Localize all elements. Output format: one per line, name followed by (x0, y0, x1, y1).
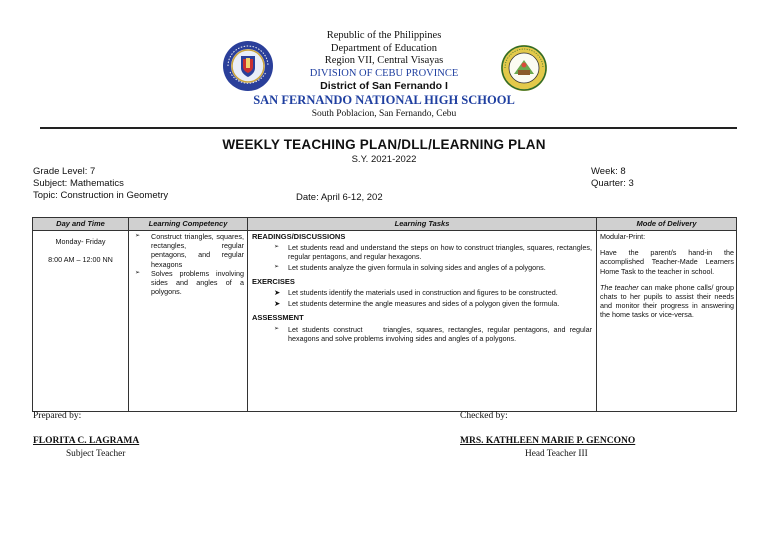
list-item: ➢ Let students construct triangles, squares, rectangles, regular pentagons, and regular hexagons and solve problems involving sides and angles of a polygons. (274, 324, 594, 343)
mode-type: Modular-Print: (600, 232, 646, 241)
quarter: Quarter: 3 (591, 178, 634, 189)
republic-line: Republic of the Philippines (326, 30, 442, 41)
checker-role: Head Teacher III (525, 449, 588, 459)
grade-level: Grade Level: 7 (33, 166, 96, 177)
list-item: ➢ Let students read and understand the steps on how to construct triangles, squares, rectangles, regular pentagons, and regular hexagons. (274, 243, 592, 262)
time-range: 8:00 AM – 12:00 NN (48, 255, 113, 265)
date: Date: April 6-12, 202 (296, 192, 383, 203)
school-name: SAN FERNANDO NATIONAL HIGH SCHOOL (253, 92, 515, 107)
letterhead (0, 30, 768, 121)
section-heading: EXERCISES (252, 276, 295, 286)
list-item: ➤ Let students identify the materials used in construction and figures to be constructed. (274, 288, 558, 298)
preparer-name: FLORITA C. LAGRAMA (33, 436, 140, 446)
school-year: S.Y. 2021-2022 (351, 154, 417, 165)
list-item: ➤ Let students determine the angle measures and sides of a polygon given the formula. (274, 299, 560, 309)
topic: Topic: Construction in Geometry (33, 190, 169, 201)
list-item: ➢ Construct triangles, squares, rectangles, regular pentagons, and regular hexagons (135, 232, 244, 269)
region-line: Region VII, Central Visayas (324, 55, 444, 67)
table-row (33, 231, 737, 412)
checked-by-label: Checked by: (460, 411, 508, 421)
checker-name: MRS. KATHLEEN MARIE P. GENCONO (460, 436, 636, 446)
column-header: Learning Tasks (248, 218, 597, 231)
preparer-role: Subject Teacher (66, 449, 126, 459)
department-line: Department of Education (330, 42, 438, 54)
mode-paragraph: Have the parent/s hand-in the accomplished Teacher-Made Learners Home Task to the teacher in school. (600, 248, 734, 276)
day-time-cell (33, 231, 129, 412)
section-heading: ASSESSMENT (252, 313, 304, 323)
mode-paragraph: The teacher can make phone calls/ group chats to her pupils to assist their needs and monitor their progress in answering the home tasks or vice-versa. (600, 282, 734, 320)
school-address: South Poblacion, San Fernando, Cebu (311, 108, 457, 119)
column-header: Learning Competency (129, 218, 248, 231)
plan-table (32, 217, 737, 412)
arrow-bullet-icon: ➢ (135, 233, 141, 239)
arrow-bullet-icon: ➢ (274, 244, 280, 251)
column-header: Day and Time (33, 218, 129, 231)
learning-tasks-cell (248, 231, 597, 412)
column-header: Mode of Delivery (597, 218, 737, 231)
arrow-bullet-icon: ➤ (274, 299, 281, 309)
division-line: DIVISION OF CEBU PROVINCE (309, 67, 459, 79)
lesson-meta (33, 166, 168, 202)
week: Week: 8 (591, 166, 626, 177)
arrow-bullet-icon: ➤ (274, 288, 281, 298)
week-quarter (591, 166, 634, 190)
subject: Subject: Mathematics (33, 178, 124, 189)
section-heading: READINGS/DISCUSSIONS (252, 232, 346, 241)
arrow-bullet-icon: ➢ (135, 269, 141, 276)
arrow-bullet-icon: ➢ (274, 263, 280, 270)
header-divider (40, 127, 737, 129)
day-range: Monday- Friday (55, 237, 106, 246)
list-item: ➢ Let students analyze the given formula in solving sides and angles of a polygons. (274, 262, 546, 272)
competency-cell (129, 231, 248, 412)
page-title: WEEKLY TEACHING PLAN/DLL/LEARNING PLAN (222, 137, 546, 152)
mode-of-delivery-cell (597, 231, 737, 412)
prepared-by-label: Prepared by: (33, 411, 82, 421)
list-item: ➢ Solves problems involving sides and angles of a polygons. (135, 268, 244, 297)
arrow-bullet-icon: ➢ (274, 325, 280, 332)
table-header-row (33, 218, 737, 231)
district-line: District of San Fernando I (320, 80, 448, 93)
